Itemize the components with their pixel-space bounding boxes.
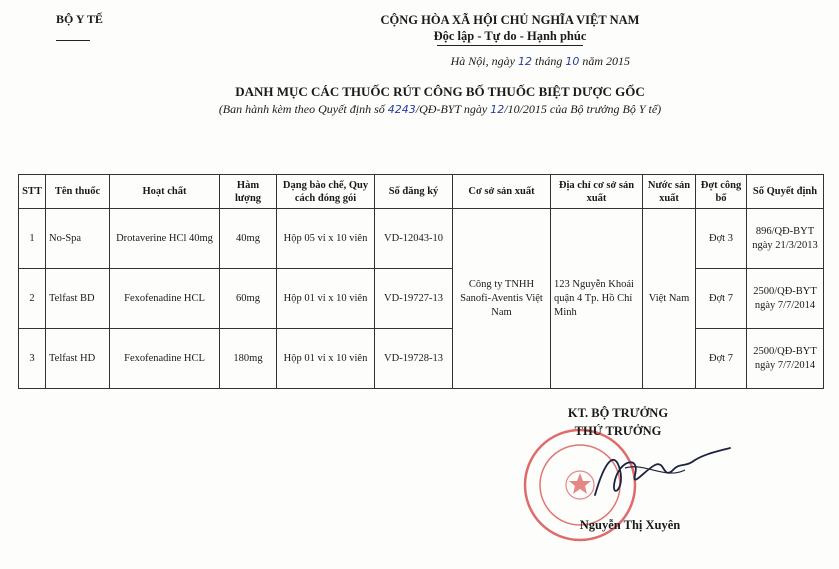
decision-day-handwritten: 12 — [490, 103, 505, 116]
cell-manufacturer: Công ty TNHH Sanofi-Aventis Việt Nam — [453, 209, 551, 389]
date-year: năm 2015 — [582, 54, 630, 68]
date-month-word: tháng — [534, 54, 563, 68]
signer-position: THỨ TRƯỞNG — [574, 424, 662, 438]
national-title: CỘNG HÒA XÃ HỘI CHỦ NGHĨA VIỆT NAM — [380, 13, 640, 27]
cell-decision: 896/QĐ-BYT ngày 21/3/2013 — [747, 209, 824, 269]
cell-drug-name: No-Spa — [46, 209, 110, 269]
header-manufacturer: Cơ sở sản xuất — [453, 175, 551, 209]
header-country: Nước sản xuất — [643, 175, 696, 209]
cell-dosage-form: Hộp 01 vỉ x 10 viên — [277, 329, 375, 389]
document-subtitle — [100, 102, 780, 117]
cell-dosage-form: Hộp 05 vỉ x 10 viên — [277, 209, 375, 269]
cell-ingredient: Fexofenadine HCL — [110, 269, 220, 329]
cell-ingredient: Drotaverine HCl 40mg — [110, 209, 220, 269]
table-row — [19, 269, 824, 329]
header-registration-no: Số đăng ký — [375, 175, 453, 209]
table-header-row — [19, 175, 824, 209]
cell-strength: 60mg — [220, 269, 277, 329]
cell-batch: Đợt 3 — [696, 209, 747, 269]
subtitle-suffix: /10/2015 của Bộ trưởng Bộ Y tế) — [504, 102, 662, 116]
header-address: Địa chỉ cơ sở sản xuất — [551, 175, 643, 209]
cell-stt: 1 — [19, 209, 46, 269]
cell-stt: 3 — [19, 329, 46, 389]
cell-registration-no: VD-12043-10 — [375, 209, 453, 269]
cell-strength: 180mg — [220, 329, 277, 389]
date-month-handwritten: 10 — [565, 55, 580, 68]
cell-address: 123 Nguyễn Khoái quận 4 Tp. Hồ Chí Minh — [551, 209, 643, 389]
cell-dosage-form: Hộp 01 vỉ x 10 viên — [277, 269, 375, 329]
national-motto: Độc lập - Tự do - Hạnh phúc — [433, 29, 587, 43]
header-batch: Đợt công bố — [696, 175, 747, 209]
organization-underline — [56, 40, 90, 41]
subtitle-middle: /QĐ-BYT ngày — [415, 102, 488, 116]
cell-registration-no: VD-19728-13 — [375, 329, 453, 389]
issue-date — [410, 54, 630, 69]
header-decision: Số Quyết định — [747, 175, 824, 209]
cell-decision: 2500/QĐ-BYT ngày 7/7/2014 — [747, 269, 824, 329]
cell-country: Việt Nam — [643, 209, 696, 389]
issuing-organization: BỘ Y TẾ — [56, 12, 103, 26]
cell-drug-name: Telfast BD — [46, 269, 110, 329]
subtitle-prefix: (Ban hành kèm theo Quyết định số — [218, 102, 385, 116]
header-dosage-form: Dạng bào chế, Quy cách đóng gói — [277, 175, 375, 209]
table-row — [19, 209, 824, 269]
date-day-handwritten: 12 — [517, 55, 532, 68]
signer-name: Nguyễn Thị Xuyên — [579, 518, 681, 532]
date-prefix: Hà Nội, ngày — [450, 54, 515, 68]
header-ingredient: Hoạt chất — [110, 175, 220, 209]
cell-strength: 40mg — [220, 209, 277, 269]
cell-drug-name: Telfast HD — [46, 329, 110, 389]
handwritten-signature-icon — [585, 440, 735, 510]
cell-batch: Đợt 7 — [696, 329, 747, 389]
cell-ingredient: Fexofenadine HCL — [110, 329, 220, 389]
signer-on-behalf: KT. BỘ TRƯỞNG — [567, 406, 669, 420]
header-strength: Hàm lượng — [220, 175, 277, 209]
decision-number-handwritten: 4243 — [387, 103, 416, 116]
cell-decision: 2500/QĐ-BYT ngày 7/7/2014 — [747, 329, 824, 389]
motto-underline — [437, 45, 583, 46]
header-drug-name: Tên thuốc — [46, 175, 110, 209]
cell-registration-no: VD-19727-13 — [375, 269, 453, 329]
table-row — [19, 329, 824, 389]
document-title: DANH MỤC CÁC THUỐC RÚT CÔNG BỐ THUỐC BIỆT DƯỢC GỐC — [235, 84, 645, 99]
cell-batch: Đợt 7 — [696, 269, 747, 329]
header-stt: STT — [19, 175, 46, 209]
drug-list-table — [18, 174, 824, 389]
cell-stt: 2 — [19, 269, 46, 329]
